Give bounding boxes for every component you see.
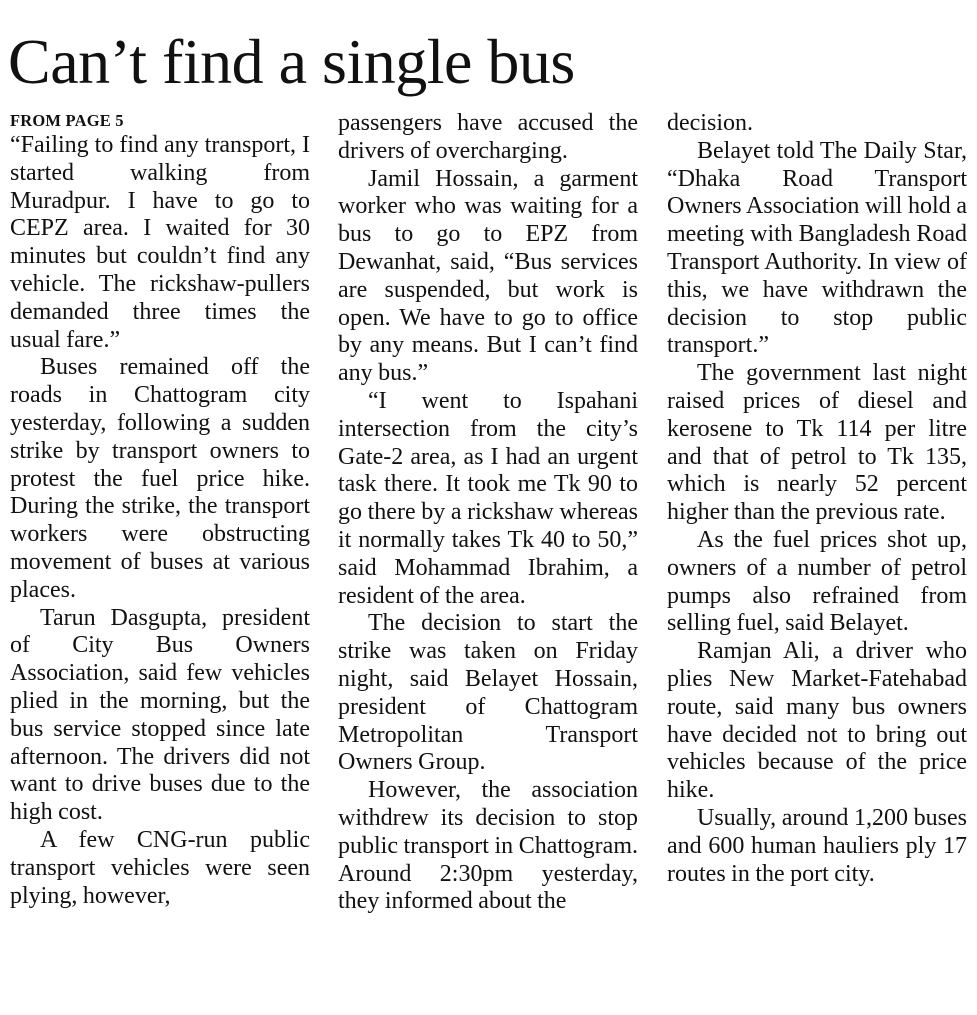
article-paragraph: Belayet told The Daily Star, “Dhaka Road Transport Owners Association will hold a meeting with Bangladesh Road Transport Authority. In view of this, we have withdrawn the decision to stop public transport.”	[667, 137, 967, 359]
article-column-2	[338, 110, 638, 916]
article-paragraph: Tarun Dasgupta, president of City Bus Owners Association, said few vehicles plied in the morning, but the bus service stopped since late afternoon. The drivers did not want to drive buses due to the high cost.	[10, 604, 310, 826]
article-paragraph: Ramjan Ali, a driver who plies New Market-Fatehabad route, said many bus owners have decided not to bring out vehicles because of the price hike.	[667, 638, 967, 804]
article-paragraph: The government last night raised prices of diesel and kerosene to Tk 114 per litre and that of petrol to Tk 135, which is nearly 52 percent higher than the previous rate.	[667, 360, 967, 526]
continuation-kicker: FROM PAGE 5	[10, 111, 124, 130]
article-paragraph: Buses remained off the roads in Chattogram city yesterday, following a sudden strike by transport owners to protest the fuel price hike. During the strike, the transport workers were obstructing movement of buses at various places.	[10, 354, 310, 603]
article-column-3	[667, 110, 967, 888]
article-paragraph: “I went to Ispahani intersection from the city’s Gate-2 area, as I had an urgent task there. It took me Tk 90 to go there by a rickshaw whereas it normally takes Tk 40 to 50,” said Mohammad Ibrahim, a resident of the area.	[338, 387, 638, 609]
article-paragraph: As the fuel prices shot up, owners of a number of petrol pumps also refrained from selling fuel, said Belayet.	[667, 526, 967, 637]
article-paragraph: passengers have accused the drivers of overcharging.	[338, 110, 638, 164]
article-column-1	[10, 110, 310, 910]
article-paragraph: A few CNG-run public transport vehicles were seen plying, however,	[10, 826, 310, 909]
headline: Can’t find a single bus	[8, 26, 575, 97]
article-paragraph: However, the association withdrew its decision to stop public transport in Chattogram. Around 2:30pm yesterday, they informed about the	[338, 777, 638, 915]
article-paragraph: Jamil Hossain, a garment worker who was waiting for a bus to go to EPZ from Dewanhat, said, “Bus services are suspended, but work is open. We have to go to office by any means. But I can’t find any bus.”	[338, 165, 638, 387]
article-paragraph: The decision to start the strike was taken on Friday night, said Belayet Hossain, president of Chattogram Metropolitan Transport Owners Group.	[338, 610, 638, 776]
article-paragraph: “Failing to find any transport, I started walking from Muradpur. I have to go to CEPZ area. I waited for 30 minutes but couldn’t find any vehicle. The rickshaw-pullers demanded three times the usual fare.”	[10, 132, 310, 353]
article-paragraph: Usually, around 1,200 buses and 600 human hauliers ply 17 routes in the port city.	[667, 804, 967, 887]
article-paragraph: decision.	[667, 110, 753, 136]
